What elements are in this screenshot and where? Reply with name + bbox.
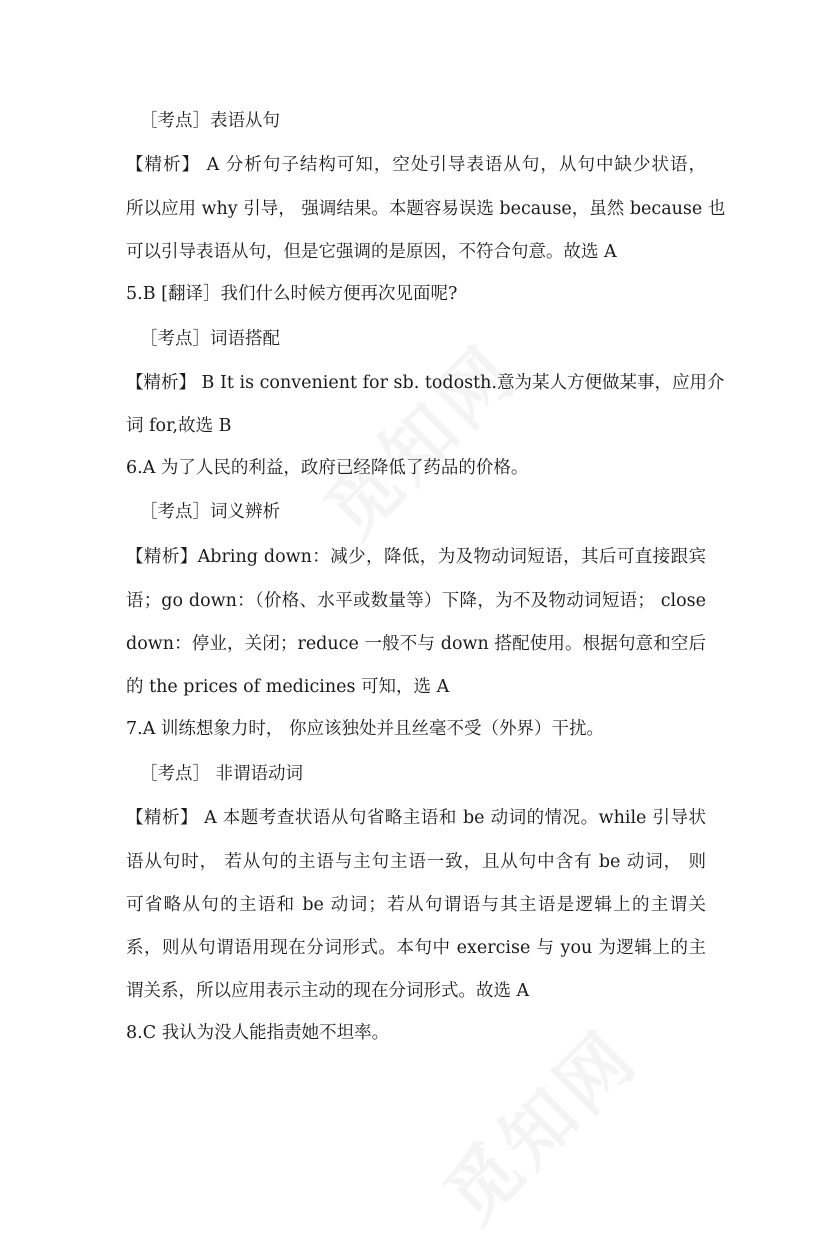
answer-line: 6.A 为了人民的利益，政府已经降低了药品的价格。 xyxy=(126,458,529,478)
paragraph-line: 可以引导表语从句，但是它强调的是原因，不符合句意。故选 A xyxy=(126,242,617,262)
answer-line: 8.C 我认为没人能指责她不坦率。 xyxy=(126,1023,390,1043)
answer-line: 5.B [翻译］我们什么时候方便再次见面呢? xyxy=(126,284,458,304)
jingxi-line: 【精析】 A 本题考查状语从句省略主语和 be 动词的情况。while 引导状 xyxy=(126,808,706,828)
kaodian-line: ［考点］表语从句 xyxy=(140,111,280,131)
paragraph-line: 语；go down：（价格、水平或数量等）下降，为不及物动词短语； close xyxy=(126,591,706,611)
paragraph-line: 的 the prices of medicines 可知，选 A xyxy=(126,677,450,697)
jingxi-line: 【精析】 A 分析句子结构可知，空处引导表语从句，从句中缺少状语， xyxy=(126,155,706,175)
answer-line: 7.A 训练想象力时， 你应该独处并且丝毫不受（外界）干扰。 xyxy=(126,719,604,739)
paragraph-line: 可省略从句的主语和 be 动词；若从句谓语与其主语是逻辑上的主谓关 xyxy=(126,895,706,915)
jingxi-line: 【精析】 B It is convenient for sb. todosth.意为某人方便做某事，应用介 xyxy=(126,373,725,393)
jingxi-line: 【精析】Abring down：减少，降低，为及物动词短语，其后可直接跟宾 xyxy=(126,547,706,567)
paragraph-line: 谓关系，所以应用表示主动的现在分词形式。故选 A xyxy=(126,981,530,1001)
kaodian-line: ［考点］词义辨析 xyxy=(140,502,280,522)
paragraph-line: 系，则从句谓语用现在分词形式。本句中 exercise 与 you 为逻辑上的主 xyxy=(126,938,706,958)
paragraph-line: 所以应用 why 引导， 强调结果。本题容易误选 because，虽然 because 也 xyxy=(126,199,726,219)
paragraph-line: down：停业，关闭；reduce 一般不与 down 搭配使用。根据句意和空后 xyxy=(126,634,706,654)
kaodian-line: ［考点］词语搭配 xyxy=(140,329,280,349)
paragraph-line: 语从句时， 若从句的主语与主句主语一致，且从句中含有 be 动词， 则 xyxy=(126,852,706,872)
kaodian-line: ［考点］ 非谓语动词 xyxy=(140,764,304,784)
paragraph-line: 词 for,故选 B xyxy=(126,416,232,436)
